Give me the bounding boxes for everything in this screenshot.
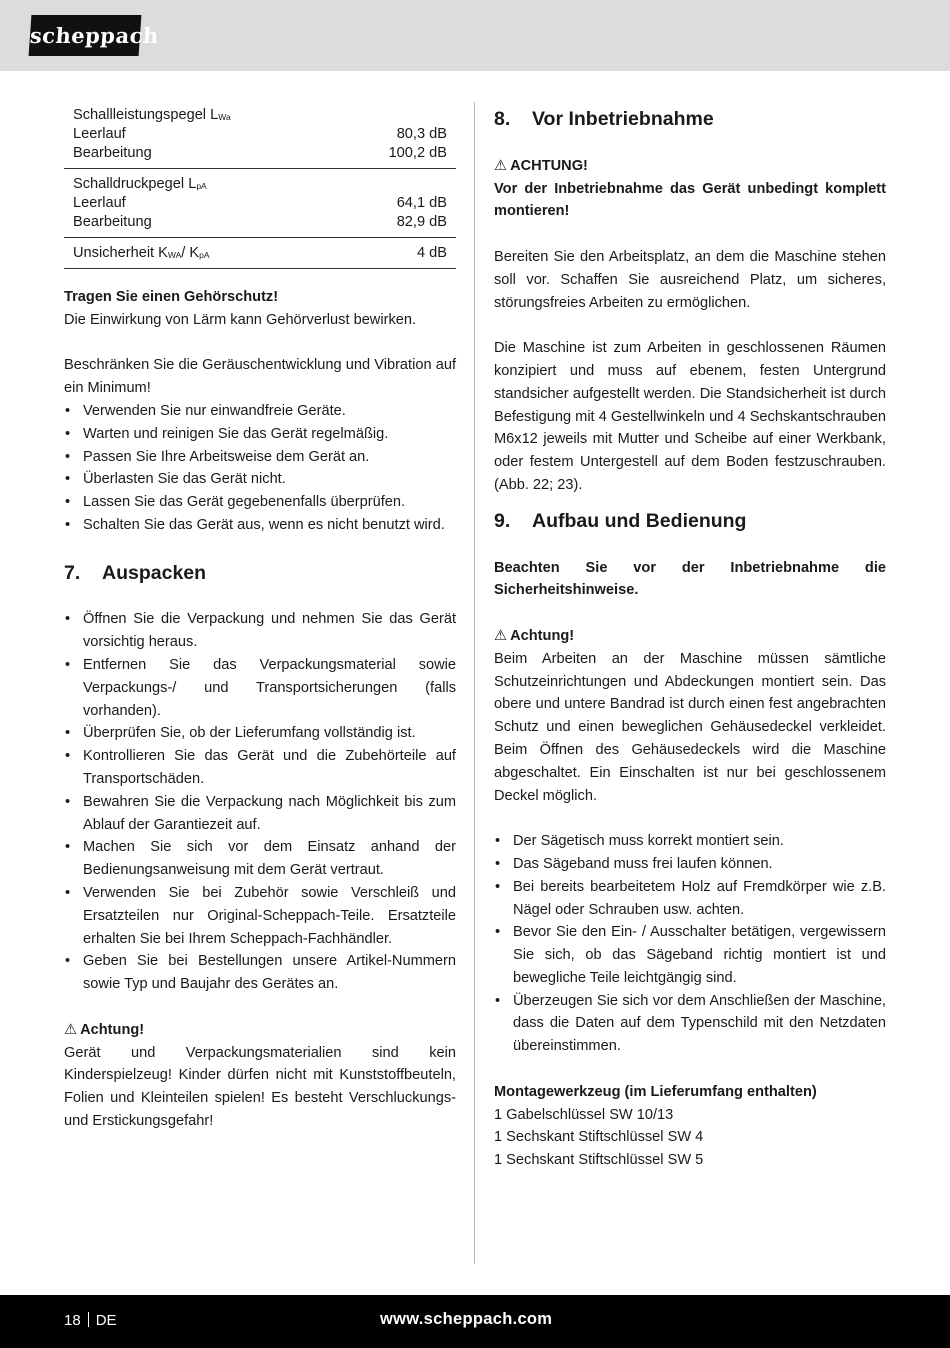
unpacking-list <box>64 608 456 996</box>
spec-row: Bearbeitung 100,2 dB <box>73 145 447 161</box>
spec-row: Unsicherheit $K_{WA}/$ $K_{pA}$ 4 dB <box>73 245 447 261</box>
spec-group-title: Schallleistungspegel $L_{Wa}$ <box>73 107 231 123</box>
section-9-heading: 9. Aufbau und Bedienung <box>494 509 747 532</box>
spec-row: Leerlauf 80,3 dB <box>73 126 447 142</box>
list-item: • Verwenden Sie nur einwandfreie Geräte. <box>64 400 456 423</box>
workplace-paragraph: Bereiten Sie den Arbeitsplatz, an dem die Maschine stehen soll vor. Schaffen Sie ausreichend Platz, um sicheres, störungsfreies Arbeiten zu ermöglichen. <box>494 248 886 311</box>
tool-item: 1 Sechskant Stiftschlüssel SW 5 <box>494 1152 704 1169</box>
installation-paragraph: Die Maschine ist zum Arbeiten in geschlossenen Räumen konzipiert und muss auf ebenem, festen Untergrund standsicher aufgestellt werden. Die Standsicherheit ist durch Befestigung mit 4 Gestellwinkeln und 4 Sechskantschrauben M6x12 jeweils mit Mutter und Scheibe auf einer Werkbank, oder festem Untergestell auf dem Boden festzuschrauben. (Abb. 22; 23). <box>494 340 886 493</box>
footer-bar <box>0 1295 950 1348</box>
sound-pressure-group <box>64 175 456 232</box>
warning-text: Gerät und Verpackungsmaterialien sind kein Kinderspielzeug! Kinder dürfen nicht mit Kunststoffbeuteln, Folien und Kleinteilen spielen! Es besteht Verschluckungs- und Erstickungsgefahr! <box>64 1044 456 1129</box>
list-item: • Überlasten Sie das Gerät nicht. <box>64 468 456 491</box>
noise-limit-intro: Beschränken Sie die Geräuschentwicklung und Vibration auf ein Minimum! <box>64 357 456 397</box>
language-code: DE <box>95 1312 117 1329</box>
list-item: • Machen Sie sich vor dem Einsatz anhand der Bedienungsanweisung mit dem Gerät vertraut. <box>64 836 456 882</box>
header-bar <box>0 0 950 71</box>
checklist <box>494 830 886 1058</box>
uncertainty-group <box>64 244 456 263</box>
tool-item: 1 Gabelschlüssel SW 10/13 <box>494 1106 674 1123</box>
page-indicator <box>64 1310 117 1332</box>
sound-power-group <box>64 106 456 163</box>
list-item: • Überzeugen Sie sich vor dem Anschließen der Maschine, dass die Daten auf dem Typenschild mit den Netzdaten übereinstimmen. <box>494 990 886 1058</box>
warning-triangle-icon: ⚠ <box>494 157 508 174</box>
table-rule <box>64 237 456 238</box>
list-item: • Bewahren Sie die Verpackung nach Möglichkeit bis zum Ablauf der Garantiezeit auf. <box>64 791 456 837</box>
left-column <box>64 106 456 1133</box>
section-7-heading: 7. Auspacken <box>64 561 207 584</box>
page-number: 18 <box>64 1312 81 1329</box>
tools-heading: Montagewerkzeug (im Lieferumfang enthalten) <box>494 1083 817 1100</box>
tool-item: 1 Sechskant Stiftschlüssel SW 4 <box>494 1129 704 1146</box>
list-item: • Geben Sie bei Bestellungen unsere Artikel-Nummern sowie Typ und Baujahr des Gerätes an. <box>64 950 456 996</box>
list-item: • Bei bereits bearbeitetem Holz auf Fremdkörper wie z.B. Nägel oder Schrauben usw. achten. <box>494 876 886 922</box>
spec-row: Bearbeitung 82,9 dB <box>73 214 447 230</box>
spec-row: Leerlauf 64,1 dB <box>73 195 447 211</box>
column-divider <box>474 102 475 1264</box>
noise-spec-table <box>64 106 456 269</box>
list-item: • Schalten Sie das Gerät aus, wenn es nicht benutzt wird. <box>64 514 456 537</box>
spec-group-title: Schalldruckpegel $L_{pA}$ <box>73 176 207 192</box>
table-rule <box>64 168 456 169</box>
warning-heading: ⚠ Achtung! <box>64 1021 145 1038</box>
warning-heading: ⚠ ACHTUNG! <box>494 157 588 174</box>
hearing-protection-text: Die Einwirkung von Lärm kann Gehörverlust bewirken. <box>64 311 417 328</box>
website-link[interactable]: www.scheppach.com <box>380 1310 553 1328</box>
list-item: • Das Sägeband muss frei laufen können. <box>494 853 886 876</box>
list-item: • Warten und reinigen Sie das Gerät regelmäßig. <box>64 423 456 446</box>
list-item: • Kontrollieren Sie das Gerät und die Zubehörteile auf Transportschäden. <box>64 745 456 791</box>
list-item: • Entfernen Sie das Verpackungsmaterial sowie Verpackungs-/ und Transportsicherungen (falls vorhanden). <box>64 654 456 722</box>
scheppach-logo: scheppach <box>29 15 142 56</box>
list-item: • Lassen Sie das Gerät gegebenenfalls überprüfen. <box>64 491 456 514</box>
page-separator <box>88 1312 89 1327</box>
list-item: • Der Sägetisch muss korrekt montiert sein. <box>494 830 886 853</box>
section-8-heading: 8. Vor Inbetriebnahme <box>494 108 714 130</box>
list-item: • Überprüfen Sie, ob der Lieferumfang vollständig ist. <box>64 722 456 745</box>
list-item: • Verwenden Sie bei Zubehör sowie Verschleiß und Ersatzteilen nur Original-Scheppach-Teile. Ersatzteile erhalten Sie bei Ihrem Scheppach-Fachhändler. <box>64 882 456 950</box>
warning-heading: ⚠ Achtung! <box>494 627 575 644</box>
right-column <box>494 106 886 1172</box>
warning-text: Beim Arbeiten an der Maschine müssen sämtliche Schutzeinrichtungen und Abdeckungen montiert sein. Das obere und untere Bandrad ist durch einen fest angebrachten Schutz und einen beweglichen Gehäusedeckel verkleidet. Beim Öffnen des Gehäusedeckels wird die Maschine abgeschaltet. Ein Einschalten ist nur bei geschlossenem Deckel möglich. <box>494 650 886 804</box>
warning-triangle-icon: ⚠ <box>494 627 508 644</box>
safety-notice-bold: Beachten Sie vor der Inbetriebnahme die Sicherheitshinweise. <box>494 559 886 599</box>
warning-triangle-icon: ⚠ <box>64 1021 78 1038</box>
table-rule <box>64 268 456 269</box>
list-item: • Passen Sie Ihre Arbeitsweise dem Gerät an. <box>64 446 456 469</box>
noise-limit-list <box>64 400 456 537</box>
list-item: • Öffnen Sie die Verpackung und nehmen Sie das Gerät vorsichtig heraus. <box>64 608 456 654</box>
warning-bold-text: Vor der Inbetriebnahme das Gerät unbedingt komplett montieren! <box>494 180 886 220</box>
list-item: • Bevor Sie den Ein- / Ausschalter betätigen, vergewissern Sie sich, ob das Sägeband richtig montiert ist und bewegliche Teile leichtgängig sind. <box>494 921 886 989</box>
hearing-protection-heading: Tragen Sie einen Gehörschutz! <box>64 289 279 305</box>
